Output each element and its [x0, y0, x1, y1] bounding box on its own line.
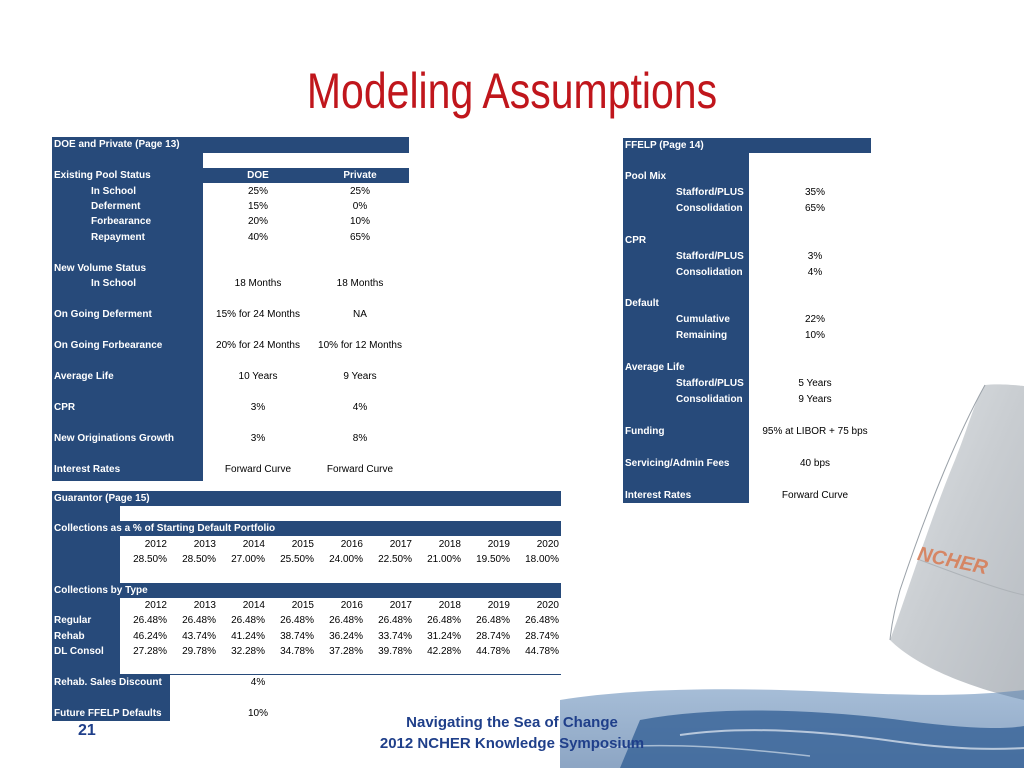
- private-average-life: 9 Years: [343, 371, 377, 382]
- collections-type-cell: 27.28%: [133, 646, 167, 657]
- footer-line-2: 2012 NCHER Knowledge Symposium: [379, 735, 645, 752]
- pool-mix-label: Pool Mix: [625, 171, 667, 182]
- collections-type-cell: 41.24%: [231, 630, 265, 642]
- guarantor-bottom-rule: [120, 674, 561, 675]
- collections-type-cell: 43.74%: [182, 630, 216, 642]
- year-cell: 2014: [242, 539, 265, 550]
- collections-type-cell: 33.74%: [378, 630, 412, 642]
- collections-type-cell: 36.24%: [329, 630, 363, 642]
- collections-type-cell: 29.78%: [182, 646, 216, 657]
- collections-percent-cell: 28.50%: [182, 554, 216, 565]
- collections-percent-cell: 21.00%: [427, 554, 461, 565]
- row-label-deferment: Deferment: [91, 201, 141, 212]
- private-originations-growth: 8%: [352, 433, 368, 444]
- ffelp-interest-rates-value: Forward Curve: [781, 490, 849, 501]
- doe-cpr: 3%: [250, 402, 266, 413]
- rehab-sales-discount-value: 4%: [250, 677, 266, 688]
- doe-column-header: DOE: [247, 170, 269, 181]
- year-cell: 2013: [193, 600, 216, 611]
- doe-ongoing-deferment: 15% for 24 Months: [216, 309, 300, 320]
- collections-type-cell: 39.78%: [378, 646, 412, 657]
- collections-percent-cell: 24.00%: [329, 554, 363, 565]
- private-repayment: 65%: [349, 232, 370, 243]
- collections-type-cell: 28.74%: [525, 630, 559, 642]
- year-cell: 2012: [144, 600, 167, 611]
- guarantor-table-header: Guarantor (Page 15): [52, 491, 561, 506]
- row-label-forbearance: Forbearance: [91, 216, 152, 227]
- year-cell: 2019: [487, 600, 510, 611]
- row-label-interest-rates: Interest Rates: [54, 464, 121, 475]
- collections-type-cell: 26.48%: [182, 615, 216, 626]
- doe-deferment: 15%: [247, 201, 268, 212]
- collections-type-cell: 34.78%: [280, 646, 314, 657]
- existing-pool-status-label: Existing Pool Status: [54, 170, 151, 181]
- default-remaining-label: Remaining: [676, 330, 728, 341]
- year-cell: 2017: [389, 539, 412, 550]
- collections-type-cell: 44.78%: [525, 646, 559, 657]
- collections-type-cell: 26.48%: [427, 615, 461, 626]
- collections-type-cell: 26.48%: [378, 615, 412, 626]
- collections-type-cell: 46.24%: [133, 630, 167, 642]
- default-cumulative-value: 22%: [804, 314, 825, 325]
- doe-average-life: 10 Years: [238, 371, 278, 382]
- servicing-fees-value: 40 bps: [799, 458, 831, 469]
- row-label-average-life: Average Life: [54, 371, 114, 382]
- avg-life-consolidation-value: 9 Years: [798, 394, 832, 405]
- ffelp-cpr-label: CPR: [625, 235, 647, 246]
- funding-label: Funding: [625, 426, 665, 437]
- pool-mix-consolidation-label: Consolidation: [676, 203, 743, 214]
- collections-type-label: DL Consol: [54, 646, 104, 657]
- year-cell: 2015: [291, 539, 314, 550]
- cpr-consolidation-value: 4%: [807, 267, 823, 278]
- default-remaining-value: 10%: [804, 330, 825, 341]
- collections-type-cell: 42.28%: [427, 646, 461, 657]
- collections-percent-cell: 27.00%: [231, 554, 265, 565]
- pool-mix-stafford-value: 35%: [804, 187, 825, 198]
- ffelp-interest-rates-label: Interest Rates: [625, 490, 692, 501]
- page-number: 21: [78, 722, 96, 739]
- collections-percent-cell: 18.00%: [525, 554, 559, 565]
- new-volume-status-label: New Volume Status: [54, 263, 147, 274]
- row-label-originations-growth: New Originations Growth: [54, 433, 175, 444]
- avg-life-consolidation-label: Consolidation: [676, 394, 743, 405]
- default-label: Default: [625, 298, 659, 309]
- collections-type-cell: 32.28%: [231, 646, 265, 657]
- doe-forbearance: 20%: [247, 216, 268, 227]
- row-label-in-school: In School: [91, 186, 136, 197]
- year-cell: 2019: [487, 539, 510, 550]
- collections-type-cell: 38.74%: [280, 630, 314, 642]
- year-cell: 2018: [438, 539, 461, 550]
- private-ongoing-deferment: NA: [353, 309, 367, 320]
- collections-type-cell: 37.28%: [329, 646, 363, 657]
- doe-private-table-header: DOE and Private (Page 13): [52, 137, 409, 153]
- private-in-school: 25%: [349, 186, 370, 197]
- collections-type-label: Rehab: [54, 630, 85, 642]
- pool-mix-stafford-label: Stafford/PLUS: [676, 187, 744, 198]
- row-label-cpr: CPR: [54, 402, 76, 413]
- year-cell: 2014: [242, 600, 265, 611]
- row-label-future-ffelp-defaults: Future FFELP Defaults: [54, 708, 162, 719]
- footer-line-1: Navigating the Sea of Change: [406, 714, 618, 731]
- year-cell: 2016: [340, 600, 363, 611]
- page-title: Modeling Assumptions: [306, 63, 718, 119]
- doe-repayment: 40%: [247, 232, 268, 243]
- collections-type-cell: 26.48%: [329, 615, 363, 626]
- cpr-consolidation-label: Consolidation: [676, 267, 743, 278]
- collections-percent-header: Collections as a % of Starting Default Portfolio: [52, 521, 561, 536]
- doe-new-volume-in-school: 18 Months: [234, 278, 282, 289]
- pool-mix-consolidation-value: 65%: [804, 203, 825, 214]
- doe-in-school: 25%: [247, 186, 268, 197]
- collections-percent-cell: 22.50%: [378, 554, 412, 565]
- collections-type-cell: 28.74%: [476, 630, 510, 642]
- servicing-fees-label: Servicing/Admin Fees: [625, 458, 730, 469]
- avg-life-stafford-value: 5 Years: [798, 378, 832, 389]
- collections-percent-cell: 28.50%: [133, 554, 167, 565]
- year-cell: 2020: [536, 600, 559, 611]
- private-ongoing-forbearance: 10% for 12 Months: [318, 340, 402, 351]
- year-cell: 2017: [389, 600, 412, 611]
- doe-ongoing-forbearance: 20% for 24 Months: [216, 340, 300, 351]
- private-new-volume-in-school: 18 Months: [336, 278, 384, 289]
- funding-value: 95% at LIBOR + 75 bps: [762, 426, 868, 437]
- private-deferment: 0%: [352, 201, 368, 212]
- ffelp-table-header: FFELP (Page 14): [623, 138, 871, 153]
- private-forbearance: 10%: [349, 216, 370, 227]
- collections-type-cell: 44.78%: [476, 646, 510, 657]
- collections-percent-cell: 25.50%: [280, 554, 314, 565]
- collections-by-type-header: Collections by Type: [52, 583, 561, 598]
- collections-percent-cell: 19.50%: [476, 554, 510, 565]
- collections-type-cell: 26.48%: [231, 615, 265, 626]
- collections-type-label: Regular: [54, 615, 92, 626]
- avg-life-stafford-label: Stafford/PLUS: [676, 378, 744, 389]
- collections-type-cell: 26.48%: [525, 615, 559, 626]
- cpr-stafford-value: 3%: [807, 251, 823, 262]
- collections-type-cell: 26.48%: [280, 615, 314, 626]
- collections-type-cell: 26.48%: [133, 615, 167, 626]
- doe-interest-rates: Forward Curve: [224, 464, 292, 475]
- year-cell: 2015: [291, 600, 314, 611]
- private-column-header: Private: [343, 170, 377, 181]
- ffelp-average-life-label: Average Life: [625, 362, 685, 373]
- row-label-ongoing-deferment: On Going Deferment: [54, 309, 152, 320]
- cpr-stafford-label: Stafford/PLUS: [676, 251, 744, 262]
- private-cpr: 4%: [352, 402, 368, 413]
- private-interest-rates: Forward Curve: [326, 464, 394, 475]
- row-label-repayment: Repayment: [91, 232, 145, 243]
- doe-originations-growth: 3%: [250, 433, 266, 444]
- collections-type-cell: 26.48%: [476, 615, 510, 626]
- row-label-rehab-sales-discount: Rehab. Sales Discount: [54, 677, 162, 688]
- default-cumulative-label: Cumulative: [676, 314, 730, 325]
- row-label-ongoing-forbearance: On Going Forbearance: [54, 340, 163, 351]
- year-cell: 2013: [193, 539, 216, 550]
- year-cell: 2018: [438, 600, 461, 611]
- year-cell: 2020: [536, 539, 559, 550]
- row-label-new-volume-in-school: In School: [91, 278, 136, 289]
- sail-logo-text: NCHER: [915, 543, 990, 580]
- future-ffelp-defaults-value: 10%: [247, 708, 268, 719]
- year-cell: 2012: [144, 539, 167, 550]
- year-cell: 2016: [340, 539, 363, 550]
- collections-type-cell: 31.24%: [427, 630, 461, 642]
